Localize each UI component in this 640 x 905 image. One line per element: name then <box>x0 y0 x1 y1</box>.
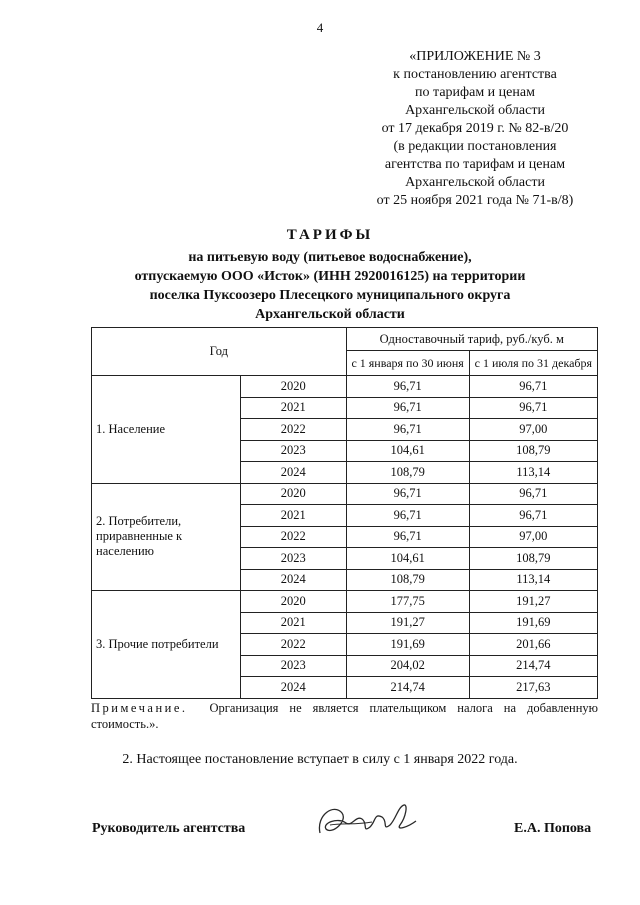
year-cell: 2020 <box>241 483 347 505</box>
h1-value-cell: 214,74 <box>346 677 469 699</box>
h2-value-cell: 97,00 <box>469 526 597 548</box>
table-row <box>92 483 598 505</box>
title-heading: ТАРИФЫ <box>286 227 374 243</box>
h1-value-cell: 96,71 <box>346 419 469 441</box>
handwritten-signature <box>312 795 422 845</box>
h1-value-cell: 96,71 <box>346 397 469 419</box>
h1-value-cell: 96,71 <box>346 376 469 398</box>
h2-value-cell: 214,74 <box>469 655 597 677</box>
year-cell: 2022 <box>241 634 347 656</box>
title-line: Архангельской области <box>255 307 405 322</box>
year-cell: 2021 <box>241 397 347 419</box>
h2-value-cell: 108,79 <box>469 440 597 462</box>
year-cell: 2021 <box>241 612 347 634</box>
year-cell: 2024 <box>241 462 347 484</box>
title-line: на питьевую воду (питьевое водоснабжение), <box>188 250 472 265</box>
h2-value-cell: 96,71 <box>469 397 597 419</box>
appendix-line: от 25 ноября 2021 года № 71-в/8) <box>376 193 574 208</box>
appendix-line: «ПРИЛОЖЕНИЕ № 3 <box>409 49 541 64</box>
h2-value-cell: 113,14 <box>469 462 597 484</box>
note-text: Организация не является плательщиком налога на добавленную стоимость.». <box>91 701 599 731</box>
title-line: отпускаемую ООО «Исток» (ИНН 2920016125) на территории <box>134 269 526 284</box>
h2-value-cell: 96,71 <box>469 505 597 527</box>
signatory-role: Руководитель агентства <box>92 821 246 836</box>
year-cell: 2020 <box>241 591 347 613</box>
h1-value-cell: 96,71 <box>346 483 469 505</box>
appendix-line: (в редакции постановления <box>393 139 557 154</box>
clause-text: 2. Настоящее постановление вступает в силу с 1 января 2022 года. <box>122 752 518 767</box>
year-cell: 2023 <box>241 548 347 570</box>
year-cell: 2024 <box>241 677 347 699</box>
h2-value-cell: 191,27 <box>469 591 597 613</box>
tariff-table <box>91 327 598 699</box>
note-label: Примечание. <box>91 701 188 715</box>
table-row <box>92 591 598 613</box>
category-cell: 2. Потребители, приравненные к населению <box>92 483 241 591</box>
h2-value-cell: 217,63 <box>469 677 597 699</box>
year-cell: 2020 <box>241 376 347 398</box>
h1-value-cell: 191,69 <box>346 634 469 656</box>
appendix-line: агентства по тарифам и ценам <box>384 157 566 172</box>
h1-value-cell: 104,61 <box>346 440 469 462</box>
h1-value-cell: 108,79 <box>346 569 469 591</box>
appendix-line: по тарифам и ценам <box>415 85 535 100</box>
table-row <box>92 376 598 398</box>
appendix-line: от 17 декабря 2019 г. № 82-в/20 <box>381 121 569 136</box>
document-title <box>60 226 600 324</box>
category-cell: 3. Прочие потребители <box>92 591 241 699</box>
h1-value-cell: 177,75 <box>346 591 469 613</box>
h1-value-cell: 191,27 <box>346 612 469 634</box>
h2-value-cell: 191,69 <box>469 612 597 634</box>
period2-header: с 1 июля по 31 декабря <box>469 351 597 376</box>
year-cell: 2023 <box>241 655 347 677</box>
appendix-line: к постановлению агентства <box>393 67 557 82</box>
appendix-line: Архангельской области <box>405 103 545 118</box>
h2-value-cell: 113,14 <box>469 569 597 591</box>
year-cell: 2024 <box>241 569 347 591</box>
signatory-name: Е.А. Попова <box>514 821 592 836</box>
h2-value-cell: 96,71 <box>469 376 597 398</box>
h1-value-cell: 96,71 <box>346 526 469 548</box>
title-line: поселка Пуксоозеро Плесецкого муниципального округа <box>149 288 511 303</box>
h2-value-cell: 201,66 <box>469 634 597 656</box>
year-cell: 2022 <box>241 526 347 548</box>
year-cell: 2023 <box>241 440 347 462</box>
h2-value-cell: 97,00 <box>469 419 597 441</box>
page-number: 4 <box>316 20 324 35</box>
h1-value-cell: 108,79 <box>346 462 469 484</box>
period1-header: с 1 января по 30 июня <box>346 351 469 376</box>
h1-value-cell: 204,02 <box>346 655 469 677</box>
appendix-line: Архангельской области <box>405 175 545 190</box>
year-header: Год <box>92 328 347 376</box>
tariff-header: Одноставочный тариф, руб./куб. м <box>346 328 597 351</box>
year-cell: 2021 <box>241 505 347 527</box>
h2-value-cell: 108,79 <box>469 548 597 570</box>
year-cell: 2022 <box>241 419 347 441</box>
h1-value-cell: 96,71 <box>346 505 469 527</box>
h1-value-cell: 104,61 <box>346 548 469 570</box>
note <box>91 700 598 732</box>
category-cell: 1. Население <box>92 376 241 484</box>
h2-value-cell: 96,71 <box>469 483 597 505</box>
appendix-header <box>330 48 620 210</box>
